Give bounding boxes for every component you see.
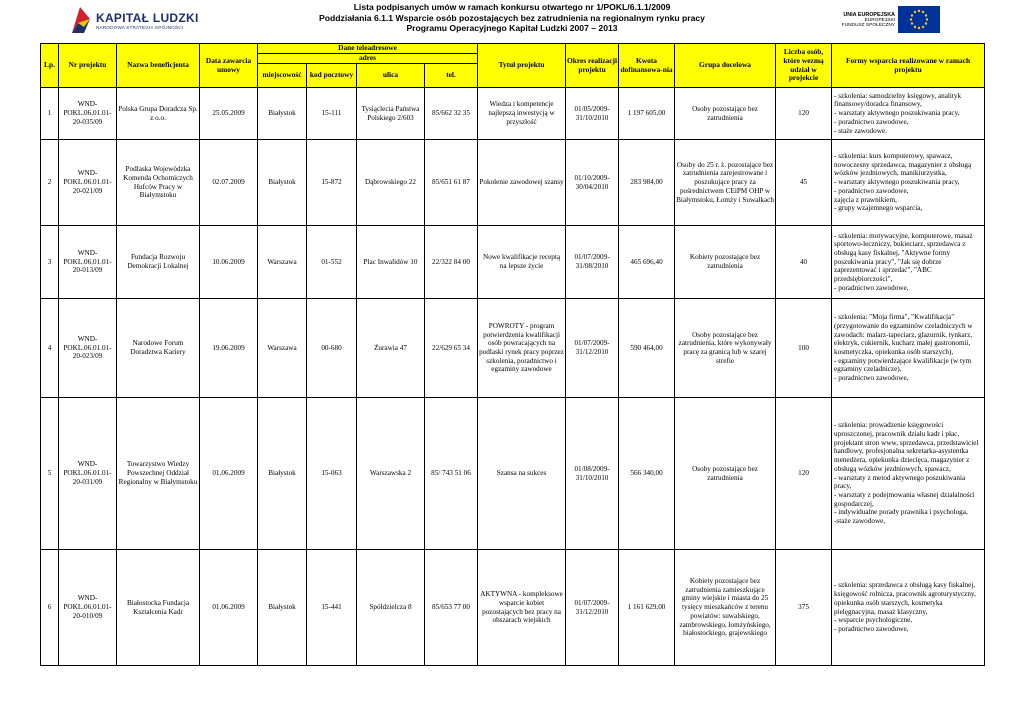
title-line-3: Programu Operacyjnego Kapitał Ludzki 2007 – 2013 (406, 23, 618, 33)
cell-tel: 22/322 84 00 (425, 226, 478, 299)
cell-date: 02.07.2009 (200, 140, 258, 226)
cell-nr: WND-POKL.06.01.01-20-021/09 (59, 140, 117, 226)
header-street: ulica (357, 64, 425, 88)
cell-title: Nowe kwalifikacje receptą na lepsze życie (478, 226, 566, 299)
cell-title: Wiedza i kompetencje najlepszą inwestycją w przyszłość (478, 88, 566, 140)
table-row (41, 398, 985, 550)
cell-city: Białystok (258, 88, 307, 140)
eu-logo-line-2: EUROPEJSKI (864, 17, 895, 23)
cell-nr: WND-POKL.06.01.01-20-013/09 (59, 226, 117, 299)
cell-amount: 283 984,00 (619, 140, 675, 226)
cell-period: 01/08/2009-31/10/2010 (566, 398, 619, 550)
cell-amount: 1 161 629,00 (619, 550, 675, 666)
cell-group: Osoby pozostające bez zatrudnienia, które wykonywały pracę za granicą lub w szarej strefie (675, 299, 776, 398)
table-row (41, 226, 985, 299)
cell-lp: 2 (41, 140, 59, 226)
cell-date: 19.06.2009 (200, 299, 258, 398)
forms-line: - warsztaty aktywnego poszukiwania pracy, (834, 109, 960, 118)
header-nr: Nr projektu (59, 44, 117, 88)
cell-city: Białystok (258, 140, 307, 226)
cell-period: 01/07/2009-31/12/2010 (566, 550, 619, 666)
cell-lp: 4 (41, 299, 59, 398)
cell-forms (832, 299, 985, 398)
cell-date: 01.06.2009 (200, 398, 258, 550)
page-header (0, 0, 1024, 44)
cell-count: 40 (776, 226, 832, 299)
cell-date: 10.06.2009 (200, 226, 258, 299)
cell-forms (832, 140, 985, 226)
cell-tel: 85/653 77 00 (425, 550, 478, 666)
forms-line: - staże zawodowe. (834, 126, 887, 135)
header-group: Grupa docelowa (675, 44, 776, 88)
cell-group: Kobiety pozostające bez zatrudnienia (675, 226, 776, 299)
table-row (41, 299, 985, 398)
forms-line: - poradnictwo zawodowe, (834, 624, 909, 633)
cell-lp: 6 (41, 550, 59, 666)
cell-period: 01/05/2009-31/10/2010 (566, 88, 619, 140)
contracts-table (40, 43, 985, 666)
forms-line: - szkolenia: motywacyjne, komputerowe, masaż sportowo-leczniczy, bukieciarz, sprzedawca z obsługą kasy fiskalnej, "Aktywne formy poszukiwania pracy", "Jak się dobrze zaprezentować i sprzedać", "ABC przedsiębiorczości", (834, 231, 973, 284)
cell-city: Warszawa (258, 226, 307, 299)
header-amount: Kwota dofinansowa-nia (619, 44, 675, 88)
cell-period: 01/07/2009-31/12/2010 (566, 299, 619, 398)
header-period: Okres realizacji projektu (566, 44, 619, 88)
kl-flag-icon (70, 5, 92, 35)
forms-line: - poradnictwo zawodowe, (834, 117, 909, 126)
cell-tel: 22/629 65 34 (425, 299, 478, 398)
forms-line: - egzaminy potwierdzające kwalifikacje (w tym egzaminy czeladnicze), (834, 356, 972, 374)
kl-logo-title: KAPITAŁ LUDZKI (96, 10, 199, 25)
header-zip: kod pocztowy (307, 64, 357, 88)
cell-group: Osoby pozostające bez zatrudnienia (675, 398, 776, 550)
cell-group: Osoby pozostające bez zatrudnienia (675, 88, 776, 140)
forms-line: - indywidualne porady prawnika i psychologa, (834, 508, 968, 517)
cell-nr: WND-POKL.06.01.01-20-023/09 (59, 299, 117, 398)
cell-count: 120 (776, 88, 832, 140)
forms-line: - szkolenia: samodzielny księgowy, analityk finansowy/doradca finansowy, (834, 91, 962, 109)
table-row (41, 88, 985, 140)
forms-line: - warsztaty z metod aktywnego poszukiwania pracy, (834, 473, 966, 491)
cell-tel: 85/651 61 87 (425, 140, 478, 226)
cell-amount: 465 696,40 (619, 226, 675, 299)
cell-zip: 15-063 (307, 398, 357, 550)
header-date: Data zawarcia umowy (200, 44, 258, 88)
forms-line: zajęcia z prawnikiem, (834, 195, 897, 204)
cell-date: 25.05.2009 (200, 88, 258, 140)
cell-name: Białostocka Fundacja Kształcenia Kadr (117, 550, 200, 666)
cell-nr: WND-POKL.06.01.01-20-031/09 (59, 398, 117, 550)
title-line-2: Poddziałania 6.1.1 Wsparcie osób pozostających bez zatrudnienia na regionalnym rynku pracy (319, 12, 705, 23)
cell-tel: 85/662 32 35 (425, 88, 478, 140)
header-tel: tel. (425, 64, 478, 88)
cell-nr: WND-POKL.06.01.01-20-035/09 (59, 88, 117, 140)
cell-city: Białystok (258, 550, 307, 666)
cell-city: Białystok (258, 398, 307, 550)
forms-line: - szkolenia: prowadzenie księgowości uproszczonej, pracownik działu kadr i płac, projektant stron www, sprzedawca, przedstawiciel handlowy, profesjonalna sekretarka-asystentka menedżera, opiekunka dziecięca, magazynier z obsługą wózków jezdniowych, spawacz, (834, 421, 979, 473)
header-contact: Dane teleadresowe (258, 44, 478, 54)
cell-zip: 15-872 (307, 140, 357, 226)
forms-line: - szkolenia: kurs komputerowy, spawacz, nowoczesny sprzedawca, magazynier z obsługą wózków jezdniowych, manikiurzystka, (834, 152, 972, 178)
cell-forms (832, 398, 985, 550)
cell-name: Polska Grupa Doradcza Sp. z o.o. (117, 88, 200, 140)
cell-count: 120 (776, 398, 832, 550)
header-title: Tytuł projektu (478, 44, 566, 88)
cell-name: Podlaska Wojewódzka Komenda Ochotniczych Hufców Pracy w Białymstoku (117, 140, 200, 226)
cell-forms (832, 550, 985, 666)
forms-line: - poradnictwo zawodowe, (834, 283, 909, 292)
cell-title: AKTYWNA - kompleksowe wsparcie kobiet pozostających bez pracy na obszarach wiejskich (478, 550, 566, 666)
cell-zip: 01-552 (307, 226, 357, 299)
cell-count: 45 (776, 140, 832, 226)
header-count: Liczba osób, które wezmą udział w projekcie (776, 44, 832, 88)
cell-street: Żurawia 47 (357, 299, 425, 398)
cell-amount: 1 197 605,00 (619, 88, 675, 140)
forms-line: - warsztaty z podejmowania własnej działalności gospodarczej, (834, 490, 975, 508)
table-row (41, 550, 985, 666)
cell-lp: 5 (41, 398, 59, 550)
forms-line: - warsztaty aktywnego poszukiwania pracy, (834, 178, 960, 187)
table-row (41, 140, 985, 226)
forms-line: -staże zawodowe, (834, 517, 886, 526)
forms-line: - szkolenia: sprzedawca z obsługą kasy fiskalnej, księgowość rolnicza, pracownik agroturystyczny, opiekunka osób starszych, kosmetyka pielęgnacyjna, masaż klasyczny, (834, 581, 976, 616)
cell-street: Spółdzielcza 8 (357, 550, 425, 666)
eu-logo (842, 6, 940, 33)
cell-name: Fundacja Rozwoju Demokracji Lokalnej (117, 226, 200, 299)
cell-title: POWROTY - program potwierdzenia kwalifikacji osób powracających na podlaski rynek pracy poprzez szkolenia, poradnictwo i egzaminy zawodowe (478, 299, 566, 398)
cell-count: 100 (776, 299, 832, 398)
eu-logo-line-1: UNIA EUROPEJSKA (843, 11, 895, 18)
document-title (240, 2, 784, 34)
cell-street: Warszawska 2 (357, 398, 425, 550)
cell-city: Warszawa (258, 299, 307, 398)
cell-amount: 590 464,00 (619, 299, 675, 398)
header-lp: Lp. (41, 44, 59, 88)
cell-period: 01/07/2009-31/08/2010 (566, 226, 619, 299)
cell-zip: 15-111 (307, 88, 357, 140)
cell-date: 01.06.2009 (200, 550, 258, 666)
forms-line: - wsparcie psychologiczne, (834, 616, 913, 625)
cell-group: Osoby do 25 r. ż. pozostające bez zatrudnienia zarejestrowane i poszukujące pracy za pośrednictwem CEiPM OHP w Białymstoku, Łomży i Suwałkach (675, 140, 776, 226)
kl-logo-subtitle: NARODOWA STRATEGIA SPÓJNOŚCI (96, 24, 184, 30)
cell-tel: 85/ 743 51 06 (425, 398, 478, 550)
cell-title: Szansa na sukces (478, 398, 566, 550)
cell-period: 01/10/2009-30/04/2010 (566, 140, 619, 226)
cell-street: Tysiąclecia Państwa Polskiego 2/603 (357, 88, 425, 140)
cell-lp: 1 (41, 88, 59, 140)
cell-amount: 566 340,00 (619, 398, 675, 550)
forms-line: - poradnictwo zawodowe, (834, 374, 909, 383)
cell-lp: 3 (41, 226, 59, 299)
cell-nr: WND-POKL.06.01.01-20-010/09 (59, 550, 117, 666)
forms-line: - poradnictwo zawodowe, (834, 186, 909, 195)
cell-forms (832, 88, 985, 140)
table-body (41, 88, 985, 666)
header-address: adres (258, 54, 478, 64)
header-name: Nazwa beneficjenta (117, 44, 200, 88)
forms-line: - szkolenia: "Moja firma", "Kwalifikacja" (przygotowanie do egzaminów czeladniczych w zawodach: malarz-tapeciarz, glazurnik, tynkarz, elektryk, cukiernik, kucharz małej gastronomii, kosmetyczka, opiekunka osób starszych), (834, 313, 973, 356)
cell-street: Plac Inwalidów 10 (357, 226, 425, 299)
cell-street: Dąbrowskiego 22 (357, 140, 425, 226)
cell-name: Narodowe Forum Doradztwa Kariery (117, 299, 200, 398)
eu-flag-icon (898, 6, 940, 33)
title-line-1: Lista podpisanych umów w ramach konkursu otwartego nr 1/POKL/6.1.1/2009 (353, 2, 671, 12)
cell-name: Towarzystwo Wiedzy Powszechnej Oddział Regionalny w Białymstoku (117, 398, 200, 550)
forms-line: - grupy wzajemnego wsparcia, (834, 204, 923, 213)
cell-title: Pokolenie zawodowej szansy (478, 140, 566, 226)
kapital-ludzki-logo (70, 2, 199, 38)
cell-zip: 00-680 (307, 299, 357, 398)
eu-logo-line-3: FUNDUSZ SPOŁECZNY (841, 22, 895, 28)
cell-count: 375 (776, 550, 832, 666)
cell-group: Kobiety pozostające bez zatrudnienia zamieszkujące gminy wiejskie i miasta do 25 tysięcy mieszkańców z terenu powiatów: suwalskiego, zambrowskiego, łomżyńskiego, białostockiego, grajewskiego (675, 550, 776, 666)
cell-zip: 15-441 (307, 550, 357, 666)
header-forms: Formy wsparcia realizowane w ramach projektu (832, 44, 985, 88)
cell-forms (832, 226, 985, 299)
header-city: miejscowość (258, 64, 307, 88)
